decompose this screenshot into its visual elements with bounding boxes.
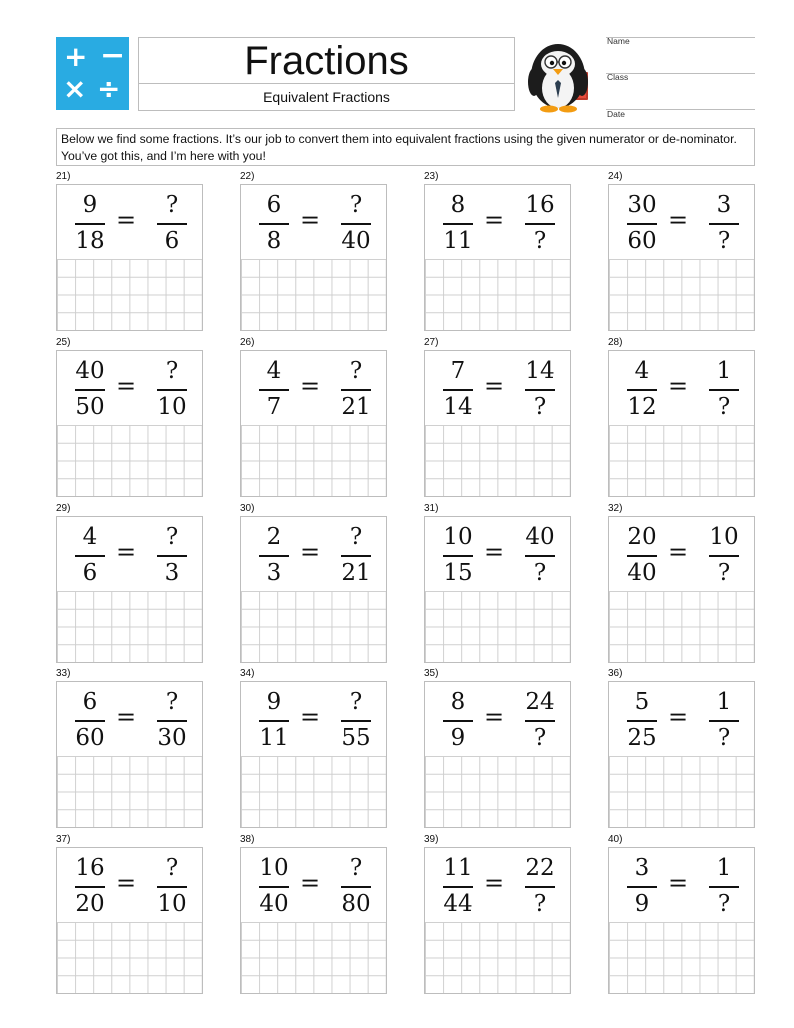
problem-number: 21) — [56, 171, 71, 182]
given-fraction — [435, 190, 481, 256]
fraction-bar — [157, 555, 187, 557]
target-denominator: 30 — [157, 725, 187, 751]
fraction-bar — [259, 555, 289, 557]
class-label: Class — [607, 72, 629, 82]
fraction-bar — [341, 720, 371, 722]
problem-box — [240, 847, 387, 994]
problem-card — [424, 834, 572, 995]
fraction-bar — [709, 555, 739, 557]
problem-card — [56, 171, 204, 332]
target-denominator: 10 — [157, 394, 187, 420]
target-numerator: 16 — [525, 192, 555, 218]
target-fraction — [517, 522, 563, 588]
given-numerator: 9 — [82, 192, 98, 218]
target-numerator: ? — [349, 192, 363, 218]
given-fraction — [619, 190, 665, 256]
problem-number: 29) — [56, 503, 71, 514]
fraction-bar — [627, 389, 657, 391]
target-fraction — [517, 356, 563, 422]
target-denominator: 10 — [157, 891, 187, 917]
problem-card — [240, 171, 388, 332]
problem-card — [424, 503, 572, 664]
fraction-bar — [525, 555, 555, 557]
target-denominator: ? — [533, 560, 547, 586]
target-fraction — [333, 190, 379, 256]
target-denominator: ? — [717, 891, 731, 917]
fraction-bar — [627, 886, 657, 888]
class-field[interactable] — [606, 73, 755, 109]
target-denominator: ? — [717, 394, 731, 420]
class-field-line — [606, 73, 755, 74]
problem-box — [56, 350, 203, 497]
name-field[interactable] — [606, 37, 755, 73]
fraction-equation — [241, 848, 386, 922]
fraction-equation — [241, 351, 386, 425]
problem-number: 36) — [608, 668, 623, 679]
problem-number: 24) — [608, 171, 623, 182]
problem-number: 26) — [240, 337, 255, 348]
given-numerator: 4 — [266, 358, 282, 384]
answer-grid[interactable] — [425, 425, 570, 496]
fraction-bar — [75, 555, 105, 557]
given-fraction — [251, 687, 297, 753]
answer-grid[interactable] — [425, 259, 570, 330]
answer-grid[interactable] — [241, 922, 386, 993]
fraction-bar — [259, 886, 289, 888]
problem-card — [240, 337, 388, 498]
problem-number: 32) — [608, 503, 623, 514]
target-fraction — [149, 522, 195, 588]
problem-box — [424, 184, 571, 331]
equals-sign: = — [667, 538, 689, 566]
given-numerator: 30 — [627, 192, 657, 218]
title-box — [138, 37, 515, 111]
target-fraction — [701, 687, 747, 753]
answer-grid[interactable] — [609, 756, 754, 827]
answer-grid[interactable] — [57, 591, 202, 662]
target-fraction — [333, 687, 379, 753]
target-denominator: 80 — [341, 891, 371, 917]
problem-number: 37) — [56, 834, 71, 845]
problem-card — [56, 337, 204, 498]
fraction-equation — [425, 682, 570, 756]
target-fraction — [517, 687, 563, 753]
given-numerator: 4 — [82, 524, 98, 550]
fraction-bar — [443, 886, 473, 888]
fraction-bar — [709, 720, 739, 722]
fraction-bar — [259, 720, 289, 722]
given-fraction — [619, 687, 665, 753]
fraction-bar — [709, 389, 739, 391]
equals-sign: = — [115, 206, 137, 234]
fraction-equation — [57, 848, 202, 922]
answer-grid[interactable] — [609, 259, 754, 330]
given-fraction — [619, 356, 665, 422]
given-fraction — [251, 190, 297, 256]
answer-grid[interactable] — [425, 922, 570, 993]
problem-number: 22) — [240, 171, 255, 182]
fraction-bar — [75, 223, 105, 225]
fraction-bar — [627, 720, 657, 722]
target-numerator: ? — [165, 689, 179, 715]
equals-sign: = — [483, 538, 505, 566]
target-numerator: ? — [165, 524, 179, 550]
fraction-equation — [609, 682, 754, 756]
equals-sign: = — [115, 869, 137, 897]
target-numerator: ? — [349, 689, 363, 715]
fraction-bar — [157, 223, 187, 225]
equals-sign: = — [299, 869, 321, 897]
fraction-equation — [57, 517, 202, 591]
given-fraction — [67, 687, 113, 753]
fraction-bar — [75, 720, 105, 722]
target-numerator: 40 — [525, 524, 555, 550]
given-fraction — [619, 853, 665, 919]
given-numerator: 6 — [266, 192, 282, 218]
equals-sign: = — [667, 869, 689, 897]
title-divider — [139, 83, 514, 84]
page-title: Fractions — [244, 39, 409, 83]
target-fraction — [149, 687, 195, 753]
target-fraction — [149, 190, 195, 256]
given-numerator: 20 — [627, 524, 657, 550]
given-numerator: 10 — [443, 524, 473, 550]
equals-sign: = — [299, 206, 321, 234]
fraction-equation — [609, 185, 754, 259]
given-numerator: 8 — [450, 689, 466, 715]
given-fraction — [67, 356, 113, 422]
answer-grid[interactable] — [241, 259, 386, 330]
problem-number: 33) — [56, 668, 71, 679]
target-fraction — [333, 853, 379, 919]
problem-number: 35) — [424, 668, 439, 679]
fraction-bar — [627, 223, 657, 225]
given-fraction — [67, 853, 113, 919]
equals-sign: = — [299, 372, 321, 400]
fraction-equation — [57, 185, 202, 259]
given-denominator: 9 — [450, 725, 466, 751]
target-numerator: 1 — [716, 855, 732, 881]
fraction-bar — [627, 555, 657, 557]
equals-sign: = — [299, 703, 321, 731]
given-fraction — [435, 687, 481, 753]
target-numerator: 10 — [709, 524, 739, 550]
fraction-bar — [443, 720, 473, 722]
given-fraction — [251, 853, 297, 919]
target-denominator: 6 — [164, 228, 180, 254]
target-fraction — [701, 356, 747, 422]
problem-card — [608, 337, 756, 498]
given-denominator: 11 — [259, 725, 289, 751]
target-numerator: ? — [165, 855, 179, 881]
date-field-line — [606, 109, 755, 110]
target-denominator: ? — [533, 725, 547, 751]
problem-box — [240, 681, 387, 828]
problem-number: 30) — [240, 503, 255, 514]
fraction-bar — [157, 389, 187, 391]
fraction-bar — [443, 223, 473, 225]
given-denominator: 8 — [266, 228, 282, 254]
fraction-bar — [525, 223, 555, 225]
answer-grid[interactable] — [57, 756, 202, 827]
given-denominator: 15 — [443, 560, 473, 586]
target-denominator: 21 — [341, 560, 371, 586]
target-fraction — [149, 356, 195, 422]
problem-card — [424, 171, 572, 332]
given-fraction — [67, 522, 113, 588]
answer-grid[interactable] — [241, 425, 386, 496]
given-denominator: 12 — [627, 394, 657, 420]
equals-sign: = — [667, 206, 689, 234]
given-fraction — [251, 356, 297, 422]
target-denominator: ? — [533, 228, 547, 254]
target-denominator: ? — [533, 394, 547, 420]
fraction-bar — [341, 886, 371, 888]
equals-sign: = — [483, 869, 505, 897]
given-denominator: 7 — [266, 394, 282, 420]
given-fraction — [251, 522, 297, 588]
fraction-bar — [525, 389, 555, 391]
given-fraction — [435, 522, 481, 588]
given-denominator: 11 — [443, 228, 473, 254]
problem-number: 25) — [56, 337, 71, 348]
math-operators-icon — [56, 37, 129, 110]
answer-grid[interactable] — [57, 922, 202, 993]
given-numerator: 6 — [82, 689, 98, 715]
target-numerator: 1 — [716, 689, 732, 715]
name-label: Name — [607, 36, 630, 46]
fraction-bar — [709, 886, 739, 888]
fraction-equation — [609, 517, 754, 591]
target-fraction — [149, 853, 195, 919]
fraction-bar — [443, 389, 473, 391]
fraction-equation — [609, 351, 754, 425]
fraction-bar — [341, 389, 371, 391]
fraction-bar — [157, 886, 187, 888]
problem-number: 27) — [424, 337, 439, 348]
problem-box — [240, 184, 387, 331]
target-denominator: ? — [717, 560, 731, 586]
equals-sign: = — [667, 372, 689, 400]
problem-box — [608, 847, 755, 994]
fraction-bar — [157, 720, 187, 722]
answer-grid[interactable] — [57, 425, 202, 496]
given-denominator: 20 — [75, 891, 105, 917]
given-denominator: 9 — [634, 891, 650, 917]
problem-box — [424, 847, 571, 994]
equals-sign: = — [115, 703, 137, 731]
given-denominator: 40 — [627, 560, 657, 586]
equals-sign: = — [115, 372, 137, 400]
problem-box — [424, 350, 571, 497]
problem-box — [608, 681, 755, 828]
target-denominator: ? — [717, 725, 731, 751]
date-label: Date — [607, 109, 625, 119]
answer-grid[interactable] — [609, 425, 754, 496]
target-numerator: ? — [349, 855, 363, 881]
target-denominator: ? — [717, 228, 731, 254]
target-fraction — [701, 853, 747, 919]
fraction-equation — [425, 517, 570, 591]
given-numerator: 11 — [443, 855, 473, 881]
fraction-equation — [241, 682, 386, 756]
fraction-bar — [259, 223, 289, 225]
given-fraction — [67, 190, 113, 256]
problem-number: 31) — [424, 503, 439, 514]
fraction-equation — [241, 517, 386, 591]
target-denominator: 40 — [341, 228, 371, 254]
problem-card — [240, 503, 388, 664]
given-denominator: 25 — [627, 725, 657, 751]
problem-box — [424, 516, 571, 663]
fraction-equation — [425, 351, 570, 425]
problem-card — [608, 668, 756, 829]
equals-sign: = — [115, 538, 137, 566]
divide-icon: ÷ — [97, 72, 121, 105]
target-numerator: 22 — [525, 855, 555, 881]
target-denominator: ? — [533, 891, 547, 917]
fraction-equation — [241, 185, 386, 259]
given-denominator: 44 — [443, 891, 473, 917]
equals-sign: = — [483, 206, 505, 234]
problem-box — [56, 847, 203, 994]
fraction-bar — [443, 555, 473, 557]
answer-grid[interactable] — [609, 922, 754, 993]
equals-sign: = — [667, 703, 689, 731]
target-fraction — [517, 190, 563, 256]
problem-box — [424, 681, 571, 828]
instructions: Below we find some fractions. It’s our job to convert them into equivalent fractions using the given numerator or de-nominator. You’ve got this, and I’m here with you! — [56, 128, 755, 166]
problem-card — [608, 171, 756, 332]
answer-grid[interactable] — [241, 756, 386, 827]
target-fraction — [701, 522, 747, 588]
fraction-bar — [341, 555, 371, 557]
target-numerator: 24 — [525, 689, 555, 715]
minus-icon: − — [100, 38, 126, 73]
target-denominator: 55 — [341, 725, 371, 751]
problem-card — [608, 503, 756, 664]
problem-card — [240, 834, 388, 995]
fraction-bar — [75, 389, 105, 391]
equals-sign: = — [299, 538, 321, 566]
fraction-equation — [425, 848, 570, 922]
problem-card — [56, 668, 204, 829]
fraction-equation — [609, 848, 754, 922]
given-numerator: 5 — [634, 689, 650, 715]
fraction-equation — [425, 185, 570, 259]
given-denominator: 18 — [75, 228, 105, 254]
target-fraction — [517, 853, 563, 919]
target-numerator: 1 — [716, 358, 732, 384]
problem-card — [56, 503, 204, 664]
equals-sign: = — [483, 372, 505, 400]
penguin-teacher-icon — [522, 36, 598, 114]
answer-grid[interactable] — [425, 756, 570, 827]
problem-box — [608, 184, 755, 331]
page-subtitle: Equivalent Fractions — [263, 89, 390, 105]
target-numerator: ? — [349, 524, 363, 550]
problem-number: 23) — [424, 171, 439, 182]
given-numerator: 10 — [259, 855, 289, 881]
target-numerator: 3 — [716, 192, 732, 218]
given-numerator: 4 — [634, 358, 650, 384]
given-denominator: 6 — [82, 560, 98, 586]
fraction-bar — [709, 223, 739, 225]
given-denominator: 14 — [443, 394, 473, 420]
problem-box — [56, 681, 203, 828]
problem-card — [608, 834, 756, 995]
given-fraction — [435, 356, 481, 422]
problem-card — [56, 834, 204, 995]
given-denominator: 60 — [627, 228, 657, 254]
fraction-bar — [525, 886, 555, 888]
problem-box — [608, 516, 755, 663]
fraction-bar — [259, 389, 289, 391]
problem-number: 28) — [608, 337, 623, 348]
plus-icon: + — [64, 40, 88, 73]
given-numerator: 8 — [450, 192, 466, 218]
given-numerator: 7 — [450, 358, 466, 384]
target-numerator: ? — [165, 358, 179, 384]
problem-card — [424, 668, 572, 829]
answer-grid[interactable] — [609, 591, 754, 662]
target-numerator: ? — [165, 192, 179, 218]
problem-card — [240, 668, 388, 829]
problem-number: 40) — [608, 834, 623, 845]
target-fraction — [333, 356, 379, 422]
given-numerator: 16 — [75, 855, 105, 881]
target-denominator: 21 — [341, 394, 371, 420]
given-numerator: 9 — [266, 689, 282, 715]
given-numerator: 2 — [266, 524, 282, 550]
problem-card — [424, 337, 572, 498]
given-denominator: 60 — [75, 725, 105, 751]
fraction-bar — [341, 223, 371, 225]
answer-grid[interactable] — [425, 591, 570, 662]
fraction-bar — [75, 886, 105, 888]
fraction-equation — [57, 351, 202, 425]
target-numerator: ? — [349, 358, 363, 384]
fraction-equation — [57, 682, 202, 756]
given-denominator: 40 — [259, 891, 289, 917]
answer-grid[interactable] — [57, 259, 202, 330]
multiply-icon: × — [63, 72, 87, 105]
target-fraction — [701, 190, 747, 256]
given-numerator: 3 — [634, 855, 650, 881]
given-fraction — [435, 853, 481, 919]
target-denominator: 3 — [164, 560, 180, 586]
problem-number: 34) — [240, 668, 255, 679]
problem-box — [608, 350, 755, 497]
fraction-bar — [525, 720, 555, 722]
equals-sign: = — [483, 703, 505, 731]
problem-number: 38) — [240, 834, 255, 845]
given-denominator: 3 — [266, 560, 282, 586]
target-numerator: 14 — [525, 358, 555, 384]
target-fraction — [333, 522, 379, 588]
given-numerator: 40 — [75, 358, 105, 384]
problem-box — [56, 184, 203, 331]
given-denominator: 50 — [75, 394, 105, 420]
problem-box — [240, 516, 387, 663]
problem-box — [240, 350, 387, 497]
problem-box — [56, 516, 203, 663]
answer-grid[interactable] — [241, 591, 386, 662]
problem-number: 39) — [424, 834, 439, 845]
given-fraction — [619, 522, 665, 588]
